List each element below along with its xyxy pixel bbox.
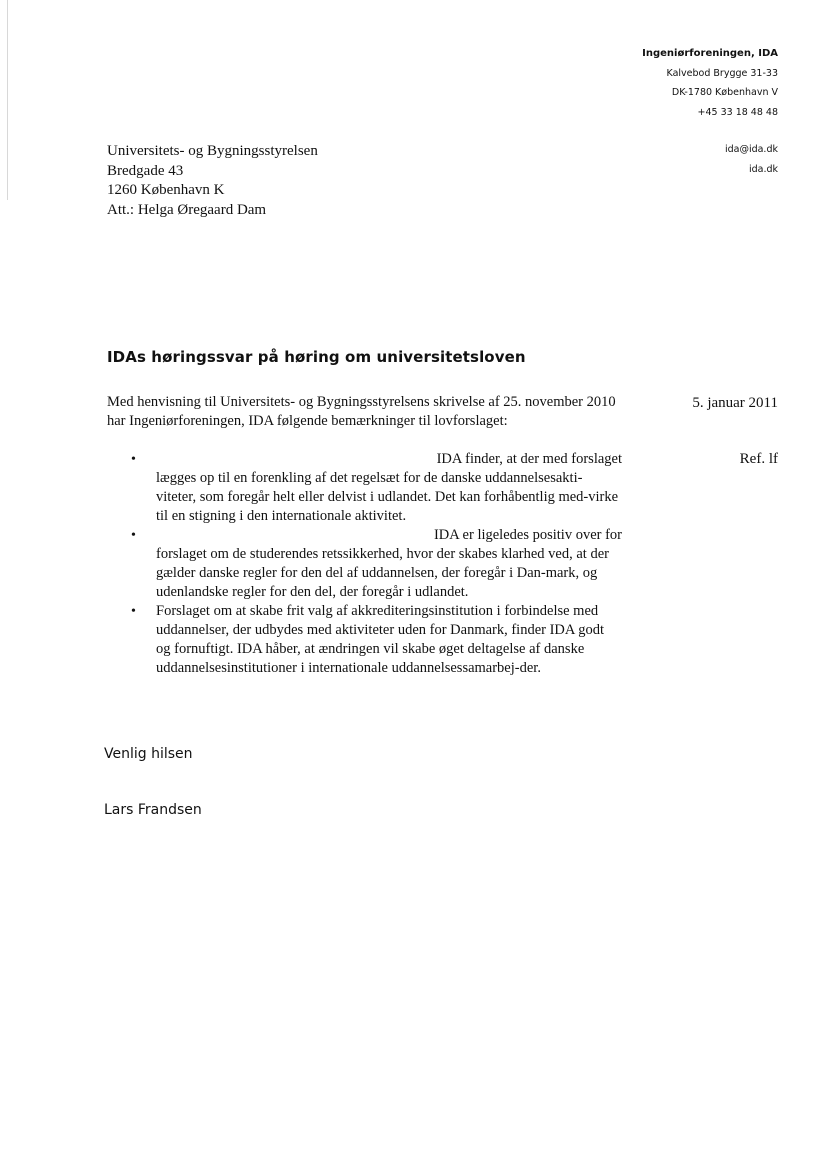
bullet-body-text: forslaget om de studerendes retssikkerhed, hvor der skabes klarhed ved, at der gælder danske regler for den del af uddannelsen, der foregår i Dan-mark, og udenlandske regler for den del, der foregår i udlandet. (156, 546, 609, 600)
sender-address-block (642, 44, 778, 179)
bullet-body-text: lægges op til en forenkling af det regelsæt for de danske uddannelsesakti-viteter, som foregår helt eller delvist i udlandet. Det kan forhåbentlig med-virke til en stigning i den internationale aktivitet. (156, 470, 619, 524)
intro-paragraph: Med henvisning til Universitets- og Bygningsstyrelsens skrivelse af 25. november 2010 har Ingeniørforeningen, IDA følgende bemærkninger til lovforslaget: (107, 394, 616, 429)
sender-street: Kalvebod Brygge 31-33 (666, 67, 778, 79)
bullet-body-text: Forslaget om at skabe frit valg af akkrediteringsinstitution i forbindelse med uddannelser, der udbydes med aktiviteter uden for Danmark, finder IDA godt og fornuftigt. IDA håber, at ændringen vil skabe øget deltagelse af danske uddannelsesinstitutioner i internationale uddannelsessamarbej-der. (156, 603, 604, 676)
letter-reference: Ref. lf (739, 451, 778, 467)
sender-web: ida.dk (748, 163, 778, 175)
bullet-lead-text: IDA finder, at der med forslaget (436, 451, 622, 467)
bullet-marker: • (131, 528, 136, 543)
sender-email: ida@ida.dk (724, 144, 778, 155)
list-item (107, 450, 622, 526)
signer-name: Lars Frandsen (104, 802, 202, 818)
sender-city: DK-1780 København V (671, 87, 778, 98)
list-item (107, 526, 622, 602)
recipient-line: 1260 København K (107, 182, 225, 198)
scan-edge-line (7, 0, 8, 200)
list-item (107, 602, 622, 678)
recipient-line: Universitets- og Bygningsstyrelsen (107, 143, 318, 159)
letter-date: 5. januar 2011 (692, 395, 778, 411)
closing-salutation: Venlig hilsen (104, 746, 193, 762)
bullet-list (107, 450, 622, 678)
recipient-line: Att.: Helga Øregaard Dam (107, 201, 267, 218)
bullet-marker: • (131, 604, 136, 619)
recipient-line: Bredgade 43 (107, 162, 184, 179)
sender-org: Ingeniørforeningen, IDA (642, 48, 778, 59)
bullet-marker: • (131, 452, 136, 467)
sender-phone: +45 33 18 48 48 (697, 106, 778, 118)
letter-title: IDAs høringssvar på høring om universitetsloven (107, 348, 526, 366)
bullet-lead-text: IDA er ligeledes positiv over for (433, 527, 622, 543)
recipient-address-block (107, 142, 318, 220)
